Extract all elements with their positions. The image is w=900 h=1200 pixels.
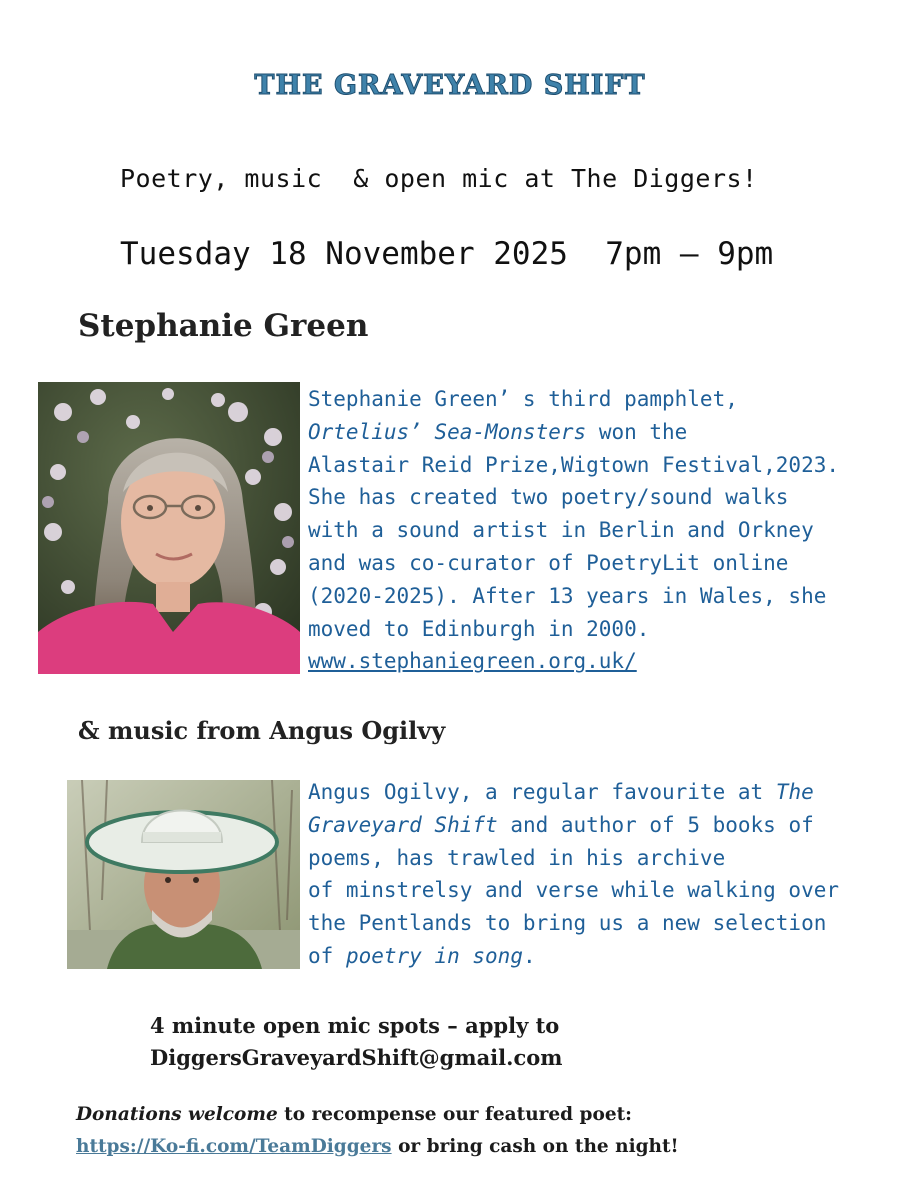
bio-line: poems, has trawled in his archive [308,845,726,870]
bio-line: with a sound artist in Berlin and Orkney [308,518,814,543]
music-heading: & music from Angus Ogilvy [78,716,446,745]
bio-line: Stephanie Green’ s third pamphlet, [308,387,738,411]
open-mic-email[interactable]: DiggersGraveyardShift@gmail.com [150,1045,563,1070]
open-mic-info [150,1010,562,1074]
bio-line: the Pentlands to bring us a new selection [308,911,827,936]
bio-line: moved to Edinburgh in 2000. [308,616,650,641]
bio-line: Graveyard Shift and author of 5 books of [308,812,814,837]
bio-line: She has created two poetry/sound walks [308,485,789,510]
donations-link-line: https://Ko-fi.com/TeamDiggers or bring cash on the night! [76,1136,679,1157]
bio-line: and was co-curator of PoetryLit online [308,550,789,575]
poet-name: Stephanie Green [78,308,369,344]
poet-website-link[interactable]: www.stephaniegreen.org.uk/ [308,649,637,674]
event-subtitle: Poetry, music & open mic at The Diggers! [120,164,758,193]
angus-ogilvy-photo [67,780,300,969]
book-title: Ortelius’ Sea-Monsters [308,419,587,444]
bio-line: Angus Ogilvy, a regular favourite at The [308,780,814,804]
ko-fi-link[interactable]: https://Ko-fi.com/TeamDiggers [76,1136,392,1157]
bio-line: (2020-2025). After 13 years in Wales, she [308,583,827,608]
angus-ogilvy-bio [308,776,839,973]
bio-line: Alastair Reid Prize,Wigtown Festival,2023. [308,452,840,477]
open-mic-line: 4 minute open mic spots – apply to [150,1013,560,1038]
bio-line: Ortelius’ Sea-Monsters won the [308,419,688,444]
donations-info [76,1099,679,1163]
event-date-time: Tuesday 18 November 2025 7pm – 9pm [120,236,774,272]
stephanie-green-photo [38,382,300,674]
stephanie-green-bio [308,383,839,678]
bio-line: of minstrelsy and verse while walking over [308,878,840,903]
event-title: THE GRAVEYARD SHIFT [254,70,646,101]
donations-line: Donations welcome to recompense our featured poet: [76,1104,632,1125]
bio-line: of poetry in song. [308,943,536,968]
